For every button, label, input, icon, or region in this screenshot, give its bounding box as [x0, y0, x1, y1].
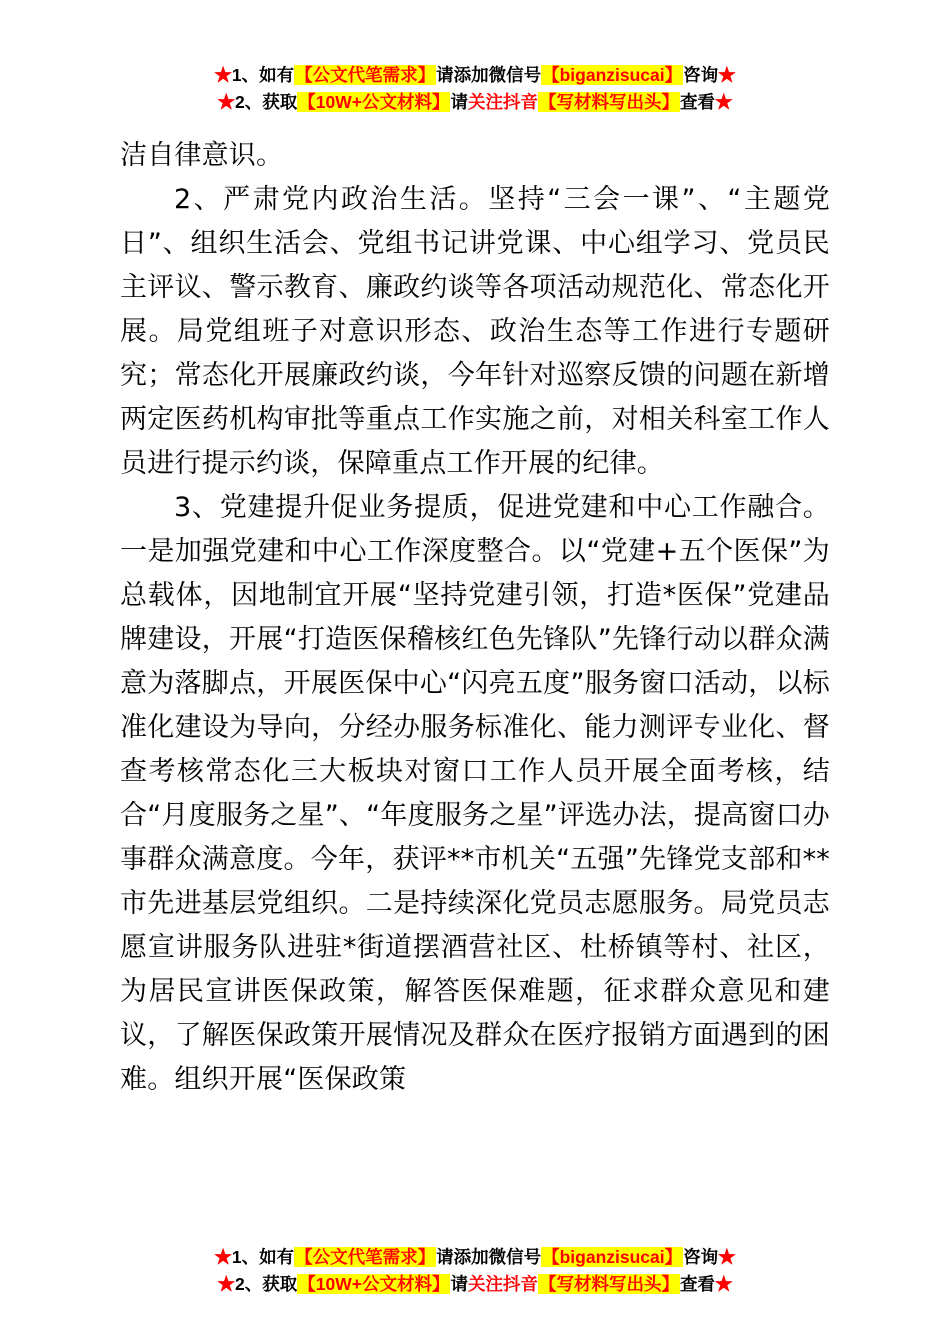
star-left-icon: ★	[217, 92, 236, 113]
promo-top-line-2-mid-red: 关注抖音	[467, 92, 538, 113]
promo-bottom-line-2-mid: 请	[450, 1273, 468, 1294]
promo-bottom-line-2-suffix: 查看	[679, 1273, 715, 1294]
promo-top-line-1-highlight-1: 【公文代笔需求】	[295, 65, 436, 85]
star-left-icon: ★	[217, 1273, 236, 1294]
promo-top-line-2-mid: 请	[450, 92, 468, 113]
promo-bottom-line-1-highlight-1: 【公文代笔需求】	[295, 1246, 436, 1267]
paragraph: 3、党建提升促业务提质，促进党建和中心工作融合。一是加强党建和中心工作深度整合。以“党建+五个医保”为总载体，因地制宜开展“坚持党建引领，打造*医保”党建品牌建设，开展“打造医保稽核红色先锋队”先锋行动以群众满意为落脚点，开展医保中心“闪亮五度”服务窗口活动，以标准化建设为导向，分经办服务标准化、能力测评专业化、督查考核常态化三大板块对窗口工作人员开展全面考核，结合“月度服务之星”、“年度服务之星”评选办法，提高窗口办事群众满意度。今年，获评**市机关“五强”先锋党支部和**市先进基层党组织。二是持续深化党员志愿服务。局党员志愿宣讲服务队进驻*街道摆酒营社区、杜桥镇等村、社区，为居民宣讲医保政策，解答医保难题，征求群众意见和建议，了解医保政策开展情况及群众在医疗报销方面遇到的困难。组织开展“医保政策	[120, 492, 830, 1096]
promo-top-line-2-suffix: 查看	[679, 92, 715, 113]
promo-top-line-1-prefix: 1、如有	[231, 65, 295, 85]
promo-bottom-line-1-suffix: 咨询	[683, 1246, 719, 1267]
star-left-icon: ★	[214, 1246, 232, 1267]
promo-top-line-1	[120, 62, 830, 89]
document-text-body	[120, 134, 830, 1102]
paragraph: 2、严肃党内政治生活。坚持“三会一课”、“主题党日”、组织生活会、党组书记讲党课、中心组学习、党员民主评议、警示教育、廉政约谈等各项活动规范化、常态化开展。局党组班子对意识形态、政治生态等工作进行专题研究；常态化开展廉政约谈，今年针对巡察反馈的问题在新增两定医药机构审批等重点工作实施之前，对相关科室工作人员进行提示约谈，保障重点工作开展的纪律。	[120, 184, 830, 480]
promo-bottom-line-2-highlight-2: 【写材料写出头】	[538, 1273, 679, 1294]
promo-banner-top	[120, 0, 830, 116]
promo-top-line-2-prefix: 2、获取	[235, 92, 298, 113]
promo-top-line-1-mid: 请添加微信号	[436, 65, 542, 85]
star-right-icon: ★	[718, 1246, 736, 1267]
promo-bottom-line-1	[0, 1244, 950, 1271]
paragraph: 洁自律意识。	[120, 140, 284, 172]
promo-bottom-line-2-prefix: 2、获取	[235, 1273, 298, 1294]
promo-banner-bottom	[0, 1244, 950, 1298]
promo-bottom-line-1-highlight-2: 【biganzisucai】	[542, 1246, 683, 1267]
star-left-icon: ★	[214, 65, 232, 85]
star-right-icon: ★	[718, 65, 736, 85]
promo-top-line-2	[120, 89, 830, 116]
promo-top-line-2-highlight-2: 【写材料写出头】	[538, 92, 679, 113]
promo-bottom-line-2	[0, 1271, 950, 1298]
star-right-icon: ★	[714, 1273, 733, 1294]
promo-top-line-1-highlight-2: 【biganzisucai】	[542, 65, 683, 85]
promo-bottom-line-2-mid-red: 关注抖音	[467, 1273, 538, 1294]
star-right-icon: ★	[714, 92, 733, 113]
promo-bottom-line-1-prefix: 1、如有	[231, 1246, 295, 1267]
promo-bottom-line-2-highlight-1: 【10W+公文材料】	[298, 1273, 450, 1294]
promo-top-line-1-suffix: 咨询	[683, 65, 719, 85]
promo-top-line-2-highlight-1: 【10W+公文材料】	[298, 92, 450, 113]
promo-bottom-line-1-mid: 请添加微信号	[436, 1246, 542, 1267]
